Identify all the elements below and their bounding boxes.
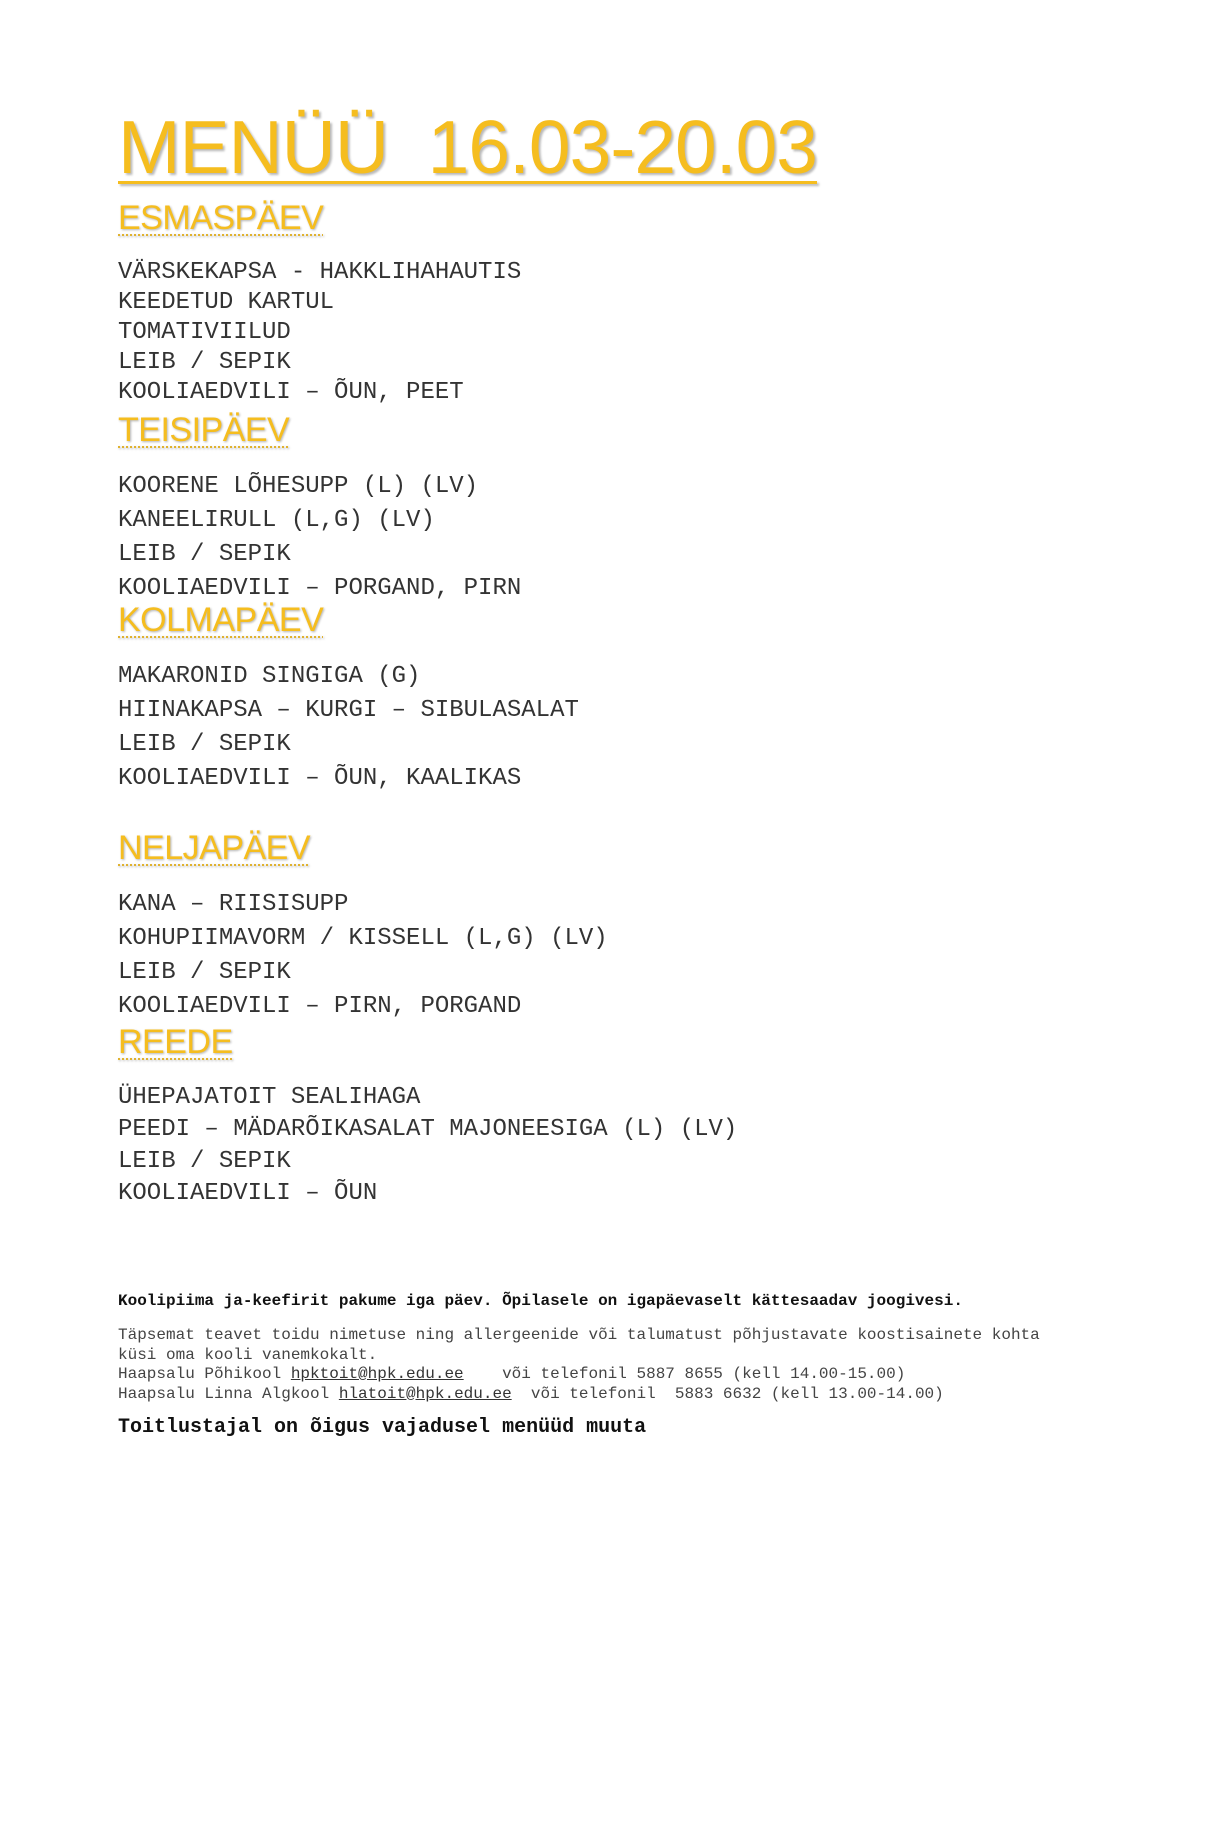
- menu-title: MENÜÜ 16.03-20.03: [118, 105, 818, 189]
- day-tuesday: [118, 410, 521, 606]
- dish-item: KOOLIAEDVILI – PIRN, PORGAND: [118, 993, 522, 1020]
- info-line: Täpsemat teavet toidu nimetuse ning allergeenide või talumatust põhjustavate koostisainete kohta: [118, 1326, 1040, 1344]
- day-thursday: [118, 828, 608, 1024]
- dish-item: LEIB / SEPIK: [118, 731, 291, 758]
- dish-item: LEIB / SEPIK: [118, 959, 291, 986]
- day-heading-thursday: NELJAPÄEV: [118, 829, 311, 867]
- dish-item: KANA – RIISISUPP: [118, 891, 349, 918]
- dish-item: KOORENE LÕHESUPP (L) (LV): [118, 473, 479, 500]
- dish-item: VÄRSKEKAPSA - HAKKLIHAHAUTIS: [118, 259, 522, 286]
- day-monday: [118, 198, 521, 408]
- school-contact-algkool: [118, 1385, 1040, 1405]
- dish-item: LEIB / SEPIK: [118, 1148, 291, 1175]
- dish-list-wednesday: [118, 660, 579, 796]
- final-note: Toitlustajal on õigus vajadusel menüüd muuta: [118, 1416, 647, 1439]
- dish-item: KEEDETUD KARTUL: [118, 289, 335, 316]
- school-name: Haapsalu Linna Algkool: [118, 1384, 339, 1403]
- email-link-hpktoit[interactable]: hpktoit@hpk.edu.ee: [290, 1365, 464, 1383]
- day-heading-monday: ESMASPÄEV: [118, 199, 324, 237]
- dish-list-monday: [118, 258, 521, 408]
- dish-item: KANEELIRULL (L,G) (LV): [118, 507, 435, 534]
- school-phone-hours: või telefonil 5887 8655 (kell 14.00-15.00): [463, 1365, 906, 1383]
- school-name: Haapsalu Põhikool: [118, 1365, 291, 1383]
- dish-list-friday: [118, 1082, 737, 1210]
- dish-item: PEEDI – MÄDARÕIKASALAT MAJONEESIGA (L) (LV): [118, 1116, 738, 1143]
- dish-item: ÜHEPAJATOIT SEALIHAGA: [118, 1084, 421, 1111]
- milk-notice: Koolipiima ja-keefirit pakume iga päev. Õpilasele on igapäevaselt kättesaadav joogivesi.: [118, 1292, 963, 1310]
- dish-item: LEIB / SEPIK: [118, 541, 291, 568]
- dish-item: LEIB / SEPIK: [118, 349, 291, 376]
- dish-item: MAKARONID SINGIGA (G): [118, 663, 421, 690]
- dish-item: HIINAKAPSA – KURGI – SIBULASALAT: [118, 697, 579, 724]
- school-phone-hours: või telefonil 5883 6632 (kell 13.00-14.00): [511, 1384, 944, 1403]
- dish-item: KOOLIAEDVILI – ÕUN: [118, 1180, 378, 1207]
- allergen-info: [118, 1326, 1040, 1404]
- dish-item: KOHUPIIMAVORM / KISSELL (L,G) (LV): [118, 925, 608, 952]
- day-heading-wednesday: KOLMAPÄEV: [118, 601, 324, 639]
- dish-item: KOOLIAEDVILI – ÕUN, PEET: [118, 379, 464, 406]
- dish-list-thursday: [118, 888, 608, 1024]
- info-line: küsi oma kooli vanemkokalt.: [118, 1345, 378, 1364]
- day-friday: [118, 1022, 737, 1210]
- dish-item: TOMATIVIILUD: [118, 319, 291, 346]
- day-heading-friday: REEDE: [118, 1023, 233, 1061]
- email-link-hlatoit[interactable]: hlatoit@hpk.edu.ee: [338, 1384, 512, 1403]
- dish-list-tuesday: [118, 470, 521, 606]
- dish-item: KOOLIAEDVILI – PORGAND, PIRN: [118, 575, 522, 602]
- day-heading-tuesday: TEISIPÄEV: [118, 411, 290, 449]
- school-contact-pohikool: [118, 1365, 1040, 1385]
- dish-item: KOOLIAEDVILI – ÕUN, KAALIKAS: [118, 765, 522, 792]
- day-wednesday: [118, 600, 579, 796]
